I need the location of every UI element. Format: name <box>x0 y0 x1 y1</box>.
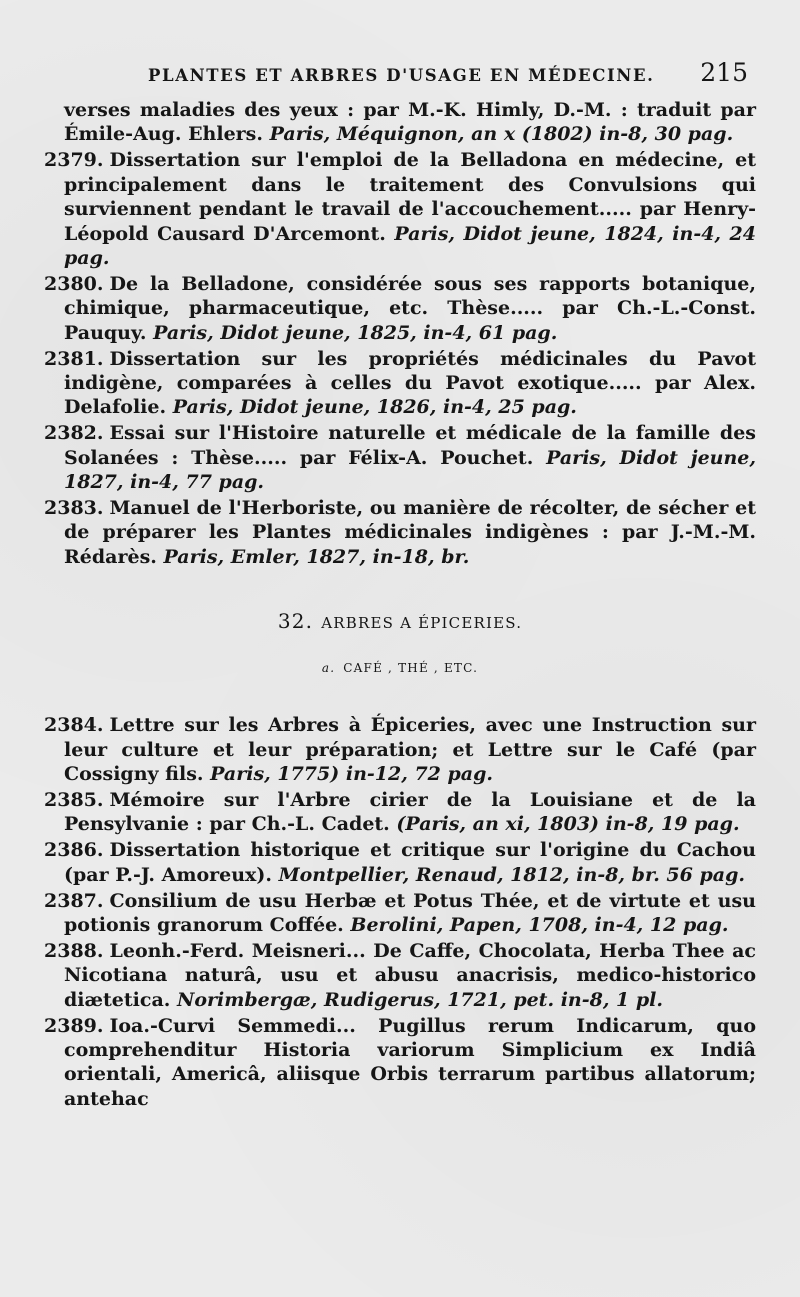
bibliography-entry <box>44 496 756 569</box>
entry-number: 2388. <box>44 939 104 962</box>
bibliography-entry <box>44 713 756 786</box>
entry-number: 2381. <box>44 347 104 370</box>
entry-text: Dissertation sur les propriétés médicinales du Pavot indigène, comparées à celles du Pavot exotique..... par Alex. Delafolie. <box>64 347 756 419</box>
subsection-title: CAFÉ , THÉ , ETC. <box>343 661 479 676</box>
bibliography-entry <box>44 98 756 147</box>
entry-text: Leonh.-Ferd. Meisneri... De Caffe, Chocolata, Herba Thee ac Nicotiana naturâ, usu et abusu anacrisis, medico-historico diætetica. <box>64 939 756 1011</box>
entry-number: 2382. <box>44 422 104 445</box>
entry-publication: Berolini, Papen, 1708, in-4, 12 pag. <box>350 913 729 936</box>
entry-number: 2386. <box>44 839 104 862</box>
entry-publication: Paris, Didot jeune, 1825, in-4, 61 pag. <box>153 321 558 344</box>
entry-number: 2379. <box>44 149 104 172</box>
bibliography-entry <box>44 421 756 494</box>
bibliography-entry <box>44 347 756 420</box>
entry-number: 2385. <box>44 788 104 811</box>
entry-text: Essai sur l'Histoire naturelle et médicale de la famille des Solanées : Thèse..... par Félix-A. Pouchet. <box>64 422 756 469</box>
entry-text: Manuel de l'Herboriste, ou manière de récolter, de sécher et de préparer les Plantes médicinales indigènes : par J.-M.-M. Rédarès. <box>64 497 756 568</box>
entry-text: Consilium de usu Herbæ et Potus Thée, et de virtute et usu potionis granorum Coffée. <box>64 889 756 936</box>
entry-text: De la Belladone, considérée sous ses rapports botanique, chimique, pharmaceutique, etc. Thèse..... par Ch.-L.-Const. Pauquy. <box>64 272 756 344</box>
bibliography-entry <box>44 1014 756 1112</box>
entry-publication: Paris, Didot jeune, 1826, in-4, 25 pag. <box>172 396 577 419</box>
page-number: 215 <box>700 58 748 87</box>
entry-publication: Paris, 1775) in-12, 72 pag. <box>210 763 493 786</box>
entry-publication: Paris, Emler, 1827, in-18, br. <box>163 545 470 568</box>
entry-text: Dissertation historique et critique sur l'origine du Cachou (par P.-J. Amoreux). <box>64 839 756 886</box>
bibliography-entry <box>44 148 756 270</box>
entry-publication: Paris, Didot jeune, 1824, in-4, 24 pag. <box>64 222 756 269</box>
entry-text: Dissertation sur l'emploi de la Belladona en médecine, et principalement dans le traitement des Convulsions qui surviennent pendant le travail de l'accouchement..... par Henry-Léopold Causard D'Arcemont. <box>64 149 756 245</box>
entry-number: 2380. <box>44 272 104 295</box>
bibliography-entry <box>44 788 756 837</box>
bibliography-entry <box>44 272 756 345</box>
bibliography-entry <box>44 838 756 887</box>
bibliography-entry <box>44 939 756 1012</box>
entry-text: verses maladies des yeux : par M.-K. Himly, D.-M. : traduit par Émile-Aug. Ehlers. <box>64 99 756 146</box>
running-head <box>148 58 748 92</box>
entry-publication: Paris, Didot jeune, 1827, in-4, 77 pag. <box>64 446 756 494</box>
entry-publication: Norimbergæ, Rudigerus, 1721, pet. in-8, 1 pl. <box>177 988 664 1011</box>
subsection-letter: a. <box>321 661 336 676</box>
subsection-heading <box>44 661 756 675</box>
entry-text: Mémoire sur l'Arbre cirier de la Louisiane et de la Pensylvanie : par Ch.-L. Cadet. <box>64 788 756 836</box>
page-content <box>44 98 756 1113</box>
entry-number: 2387. <box>44 889 104 912</box>
entry-text: Ioa.-Curvi Semmedi... Pugillus rerum Indicarum, quo comprehenditur Historia variorum Simplicium ex Indiâ orientali, Americâ, aliisque Orbis terrarum partibus allatorum; antehac <box>64 1014 756 1110</box>
bibliography-entry <box>44 889 756 938</box>
section-number: 32. <box>277 609 314 634</box>
section-title: ARBRES A ÉPICERIES. <box>321 614 523 633</box>
entry-number: 2383. <box>44 497 104 519</box>
entry-publication: Paris, Méquignon, an x (1802) in-8, 30 pag. <box>269 123 734 146</box>
entry-text: Lettre sur les Arbres à Épiceries, avec une Instruction sur leur culture et leur préparation; et Lettre sur le Café (par Cossigny fils. <box>64 714 756 786</box>
entry-publication: Montpellier, Renaud, 1812, in-8, br. 56 pag. <box>278 863 745 886</box>
entry-number: 2389. <box>44 1014 104 1037</box>
entry-number: 2384. <box>44 714 104 737</box>
running-head-title: PLANTES ET ARBRES D'USAGE EN MÉDECINE. <box>148 66 655 85</box>
section-heading <box>44 609 756 633</box>
entry-publication: (Paris, an xi, 1803) in-8, 19 pag. <box>396 813 740 836</box>
